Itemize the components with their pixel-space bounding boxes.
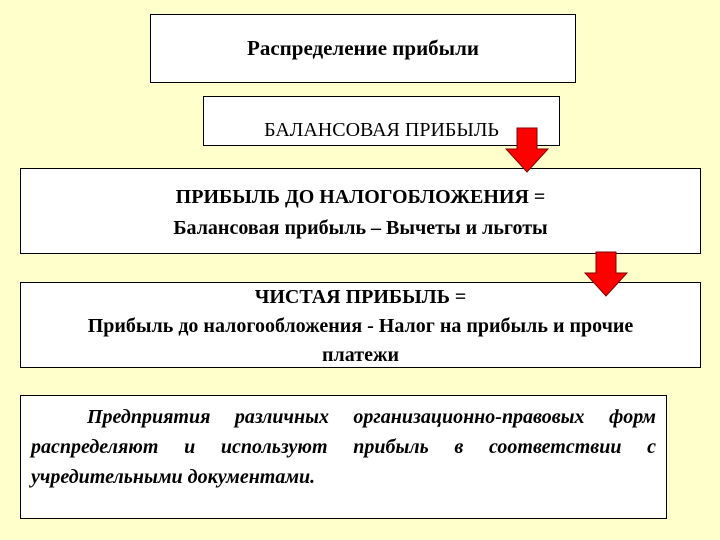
page-title: Распределение прибыли: [247, 36, 479, 60]
pretax-heading: ПРИБЫЛЬ ДО НАЛОГОБЛОЖЕНИЯ =: [175, 186, 546, 208]
arrow-down-icon: [505, 127, 549, 173]
title-box: [150, 14, 576, 83]
pretax-profit-box: [20, 168, 701, 254]
note-text: Предприятия различных организационно-правовых форм распределяют и используют прибыль в соответствии с учредительными документами.: [31, 406, 656, 488]
net-formula-continued: платежи: [322, 344, 399, 366]
arrow-down-icon: [584, 251, 628, 297]
balance-profit-label: БАЛАНСОВАЯ ПРИБЫЛЬ: [264, 119, 499, 141]
net-formula: Прибыль до налогообложения - Налог на прибыль и прочие: [87, 315, 634, 337]
net-heading: ЧИСТАЯ ПРИБЫЛЬ =: [254, 286, 467, 308]
pretax-formula: Балансовая прибыль – Вычеты и льготы: [173, 217, 548, 239]
note-box: [20, 395, 667, 519]
